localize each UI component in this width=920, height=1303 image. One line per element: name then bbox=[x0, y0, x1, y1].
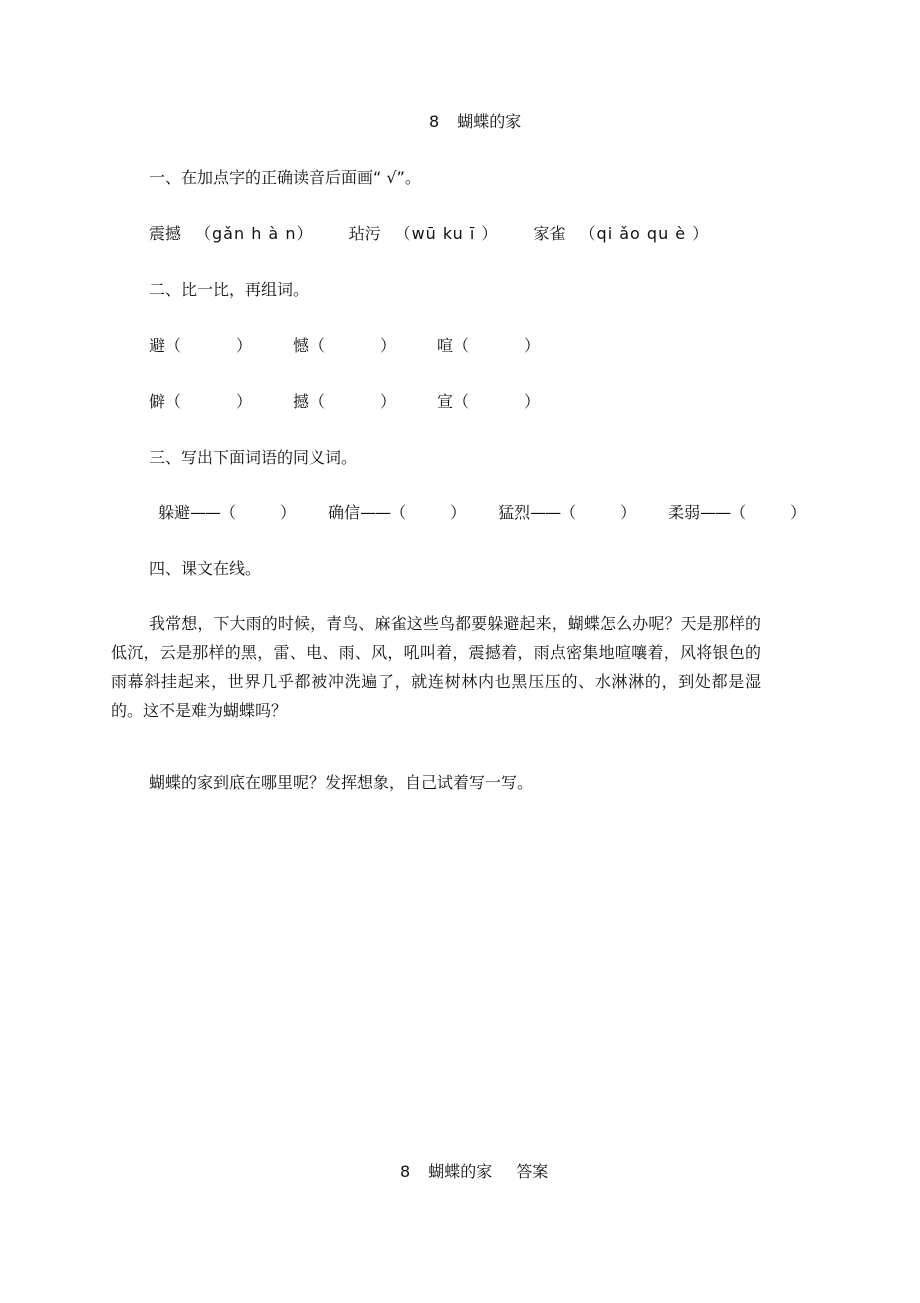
section2-heading: 二、比一比，再组词。 bbox=[149, 280, 310, 299]
reading-passage: 我常想，下大雨的时候，青鸟、麻雀这些鸟都要躲避起来，蝴蝶怎么办呢？天是那样的低沉，云是那样的黑，雷、电、雨、风，吼叫着，震撼着，雨点密集地喧嚷着，风将银色的雨幕斜挂起来，世界几乎都被冲洗遍了，就连树林内也黑压压的、水淋淋的，到处都是湿的。这不是难为蝴蝶吗？ bbox=[111, 614, 761, 720]
compare-cell bbox=[293, 392, 437, 412]
section3-heading: 三、写出下面词语的同义词。 bbox=[149, 448, 358, 467]
close-paren: ） bbox=[790, 503, 807, 522]
word: 家雀 bbox=[533, 224, 566, 243]
answer-title: 蝴蝶的家 bbox=[428, 1162, 493, 1181]
close-paren: ） bbox=[450, 503, 467, 522]
open-paren: （ bbox=[560, 503, 577, 522]
pinyin-options: （qi ǎo qu è ） bbox=[579, 224, 710, 243]
word: 玷污 bbox=[348, 224, 381, 243]
compare-row-1 bbox=[149, 336, 581, 356]
compare-cell bbox=[293, 336, 437, 356]
compare-char: 喧 bbox=[437, 336, 454, 355]
pinyin-item bbox=[534, 224, 710, 244]
pinyin-options: （wū ku ī ） bbox=[394, 224, 499, 243]
close-paren: ） bbox=[380, 336, 397, 355]
open-paren: （ bbox=[453, 392, 470, 411]
section1-heading: 一、在加点字的正确读音后面画“ √”。 bbox=[149, 168, 421, 187]
synonym-word: 躲避 bbox=[158, 503, 191, 522]
synonym-word: 猛烈 bbox=[498, 503, 531, 522]
compare-char: 僻 bbox=[149, 392, 166, 411]
compare-char: 宣 bbox=[437, 392, 454, 411]
compare-cell bbox=[149, 392, 293, 412]
open-paren: （ bbox=[390, 503, 407, 522]
compare-cell bbox=[437, 336, 581, 356]
close-paren: ） bbox=[236, 392, 253, 411]
close-paren: ） bbox=[236, 336, 253, 355]
pinyin-row bbox=[149, 224, 739, 244]
open-paren: （ bbox=[730, 503, 747, 522]
dash: —— bbox=[360, 503, 391, 522]
close-paren: ） bbox=[620, 503, 637, 522]
close-paren: ） bbox=[280, 503, 297, 522]
word: 震撼 bbox=[149, 224, 182, 243]
compare-char: 撼 bbox=[293, 392, 310, 411]
open-paren: （ bbox=[165, 336, 182, 355]
lesson-number: 8 bbox=[429, 112, 440, 131]
open-paren: （ bbox=[309, 336, 326, 355]
open-paren: （ bbox=[309, 392, 326, 411]
answer-label: 答案 bbox=[516, 1162, 549, 1181]
close-paren: ） bbox=[524, 392, 541, 411]
dash: —— bbox=[530, 503, 561, 522]
compare-char: 憾 bbox=[293, 336, 310, 355]
open-paren: （ bbox=[220, 503, 237, 522]
compare-cell bbox=[437, 392, 581, 412]
synonym-word: 柔弱 bbox=[668, 503, 701, 522]
open-paren: （ bbox=[165, 392, 182, 411]
page-title bbox=[429, 112, 521, 132]
close-paren: ） bbox=[524, 336, 541, 355]
pinyin-options: （gǎn h à n） bbox=[195, 224, 314, 243]
answer-number: 8 bbox=[400, 1162, 411, 1181]
pinyin-item bbox=[349, 224, 499, 244]
synonym-word: 确信 bbox=[328, 503, 361, 522]
writing-prompt: 蝴蝶的家到底在哪里呢？发挥想象，自己试着写一写。 bbox=[149, 773, 534, 792]
section4-heading: 四、课文在线。 bbox=[149, 559, 262, 578]
compare-row-2 bbox=[149, 392, 581, 412]
lesson-title: 蝴蝶的家 bbox=[457, 112, 522, 131]
dash: —— bbox=[700, 503, 731, 522]
pinyin-item bbox=[149, 224, 313, 244]
synonym-item bbox=[498, 503, 636, 523]
dash: —— bbox=[190, 503, 221, 522]
close-paren: ） bbox=[380, 392, 397, 411]
compare-char: 避 bbox=[149, 336, 166, 355]
answer-heading bbox=[400, 1162, 548, 1182]
open-paren: （ bbox=[453, 336, 470, 355]
synonym-item bbox=[668, 503, 806, 523]
compare-cell bbox=[149, 336, 293, 356]
synonym-item bbox=[328, 503, 466, 523]
synonym-item bbox=[158, 503, 296, 523]
synonym-row bbox=[158, 503, 838, 523]
